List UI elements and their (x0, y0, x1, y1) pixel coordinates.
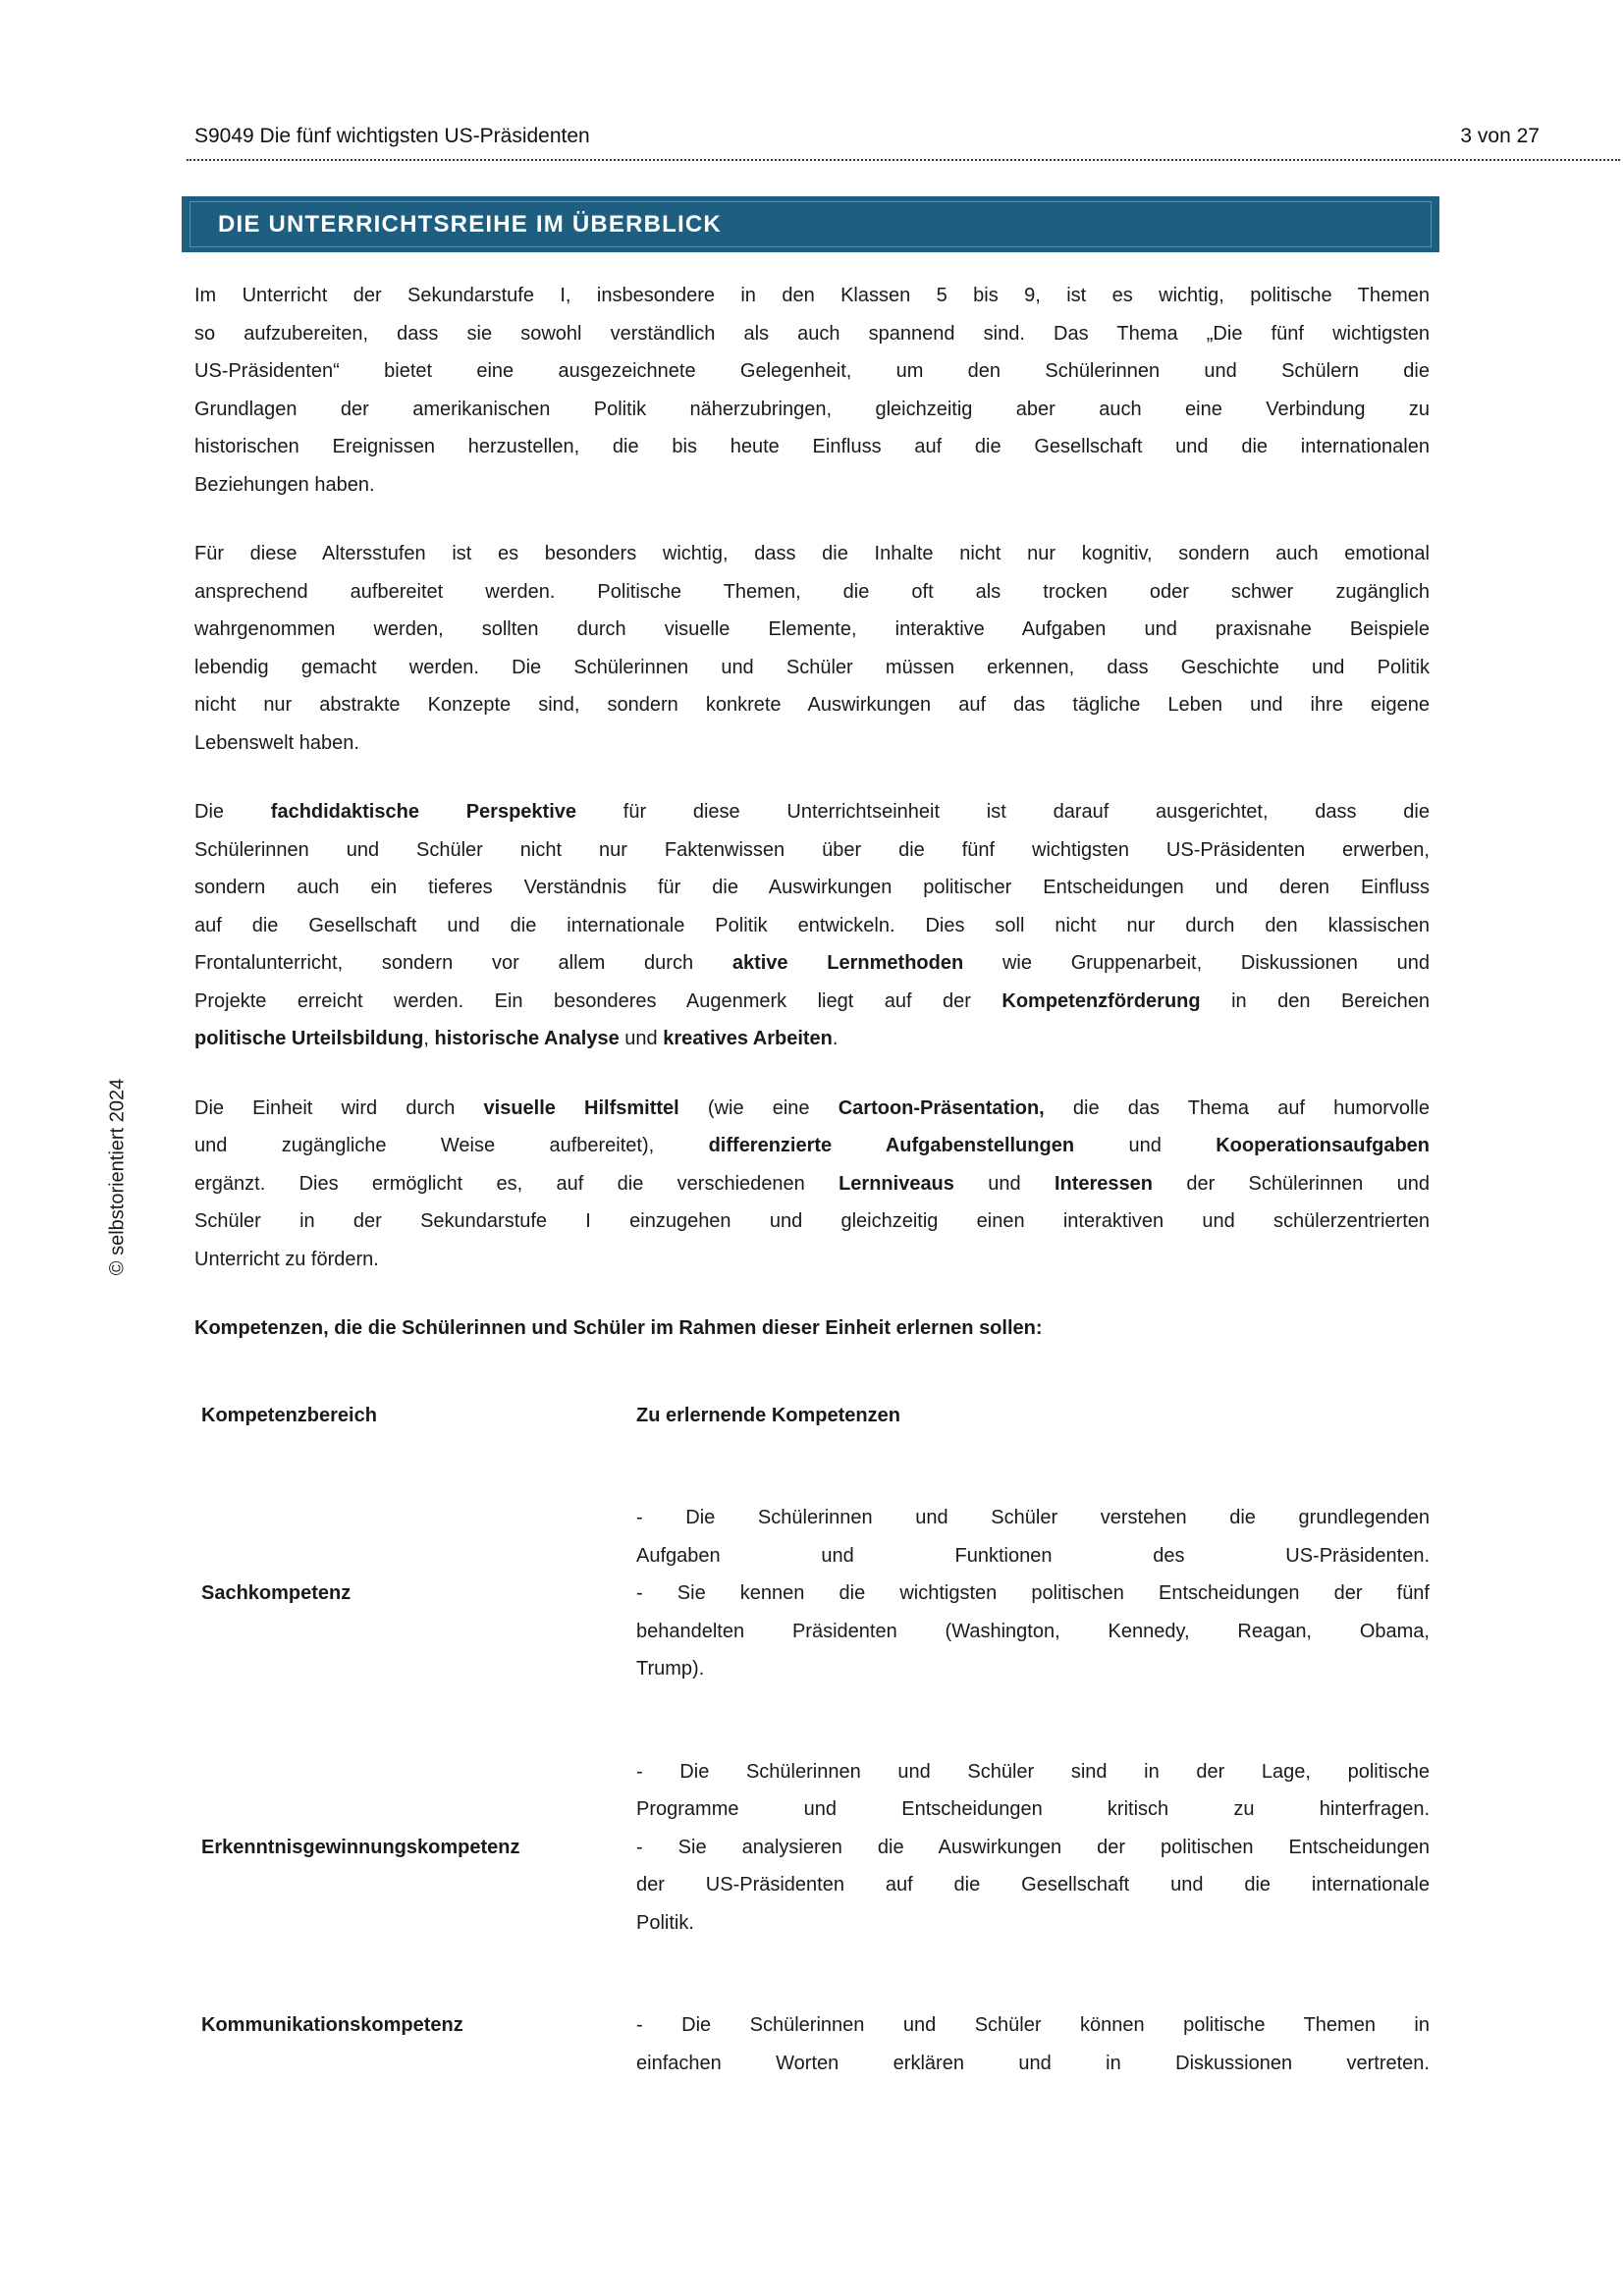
page-number: 3 von 27 (1460, 125, 1540, 147)
text-line: Unterricht zu fördern. (194, 1248, 379, 1270)
section-title: DIE UNTERRICHTSREIHE IM ÜBERBLICK (218, 210, 722, 238)
text-line: Trump). (636, 1658, 705, 1680)
column-header-competences: Zu erlernende Kompetenzen (636, 1404, 900, 1426)
text-line: historischen Ereignissen herzustellen, die bis heute Einfluss auf die Gesellschaft und die internationalen (194, 436, 1430, 457)
text-line: einfachen Worten erklären und in Diskussionen vertreten. (636, 2052, 1430, 2074)
text-line: der US-Präsidenten auf die Gesellschaft und die internationale (636, 1874, 1430, 1896)
competences-intro: Kompetenzen, die die Schülerinnen und Schüler im Rahmen dieser Einheit erlernen sollen: (194, 1317, 1043, 1339)
text-line: Die Einheit wird durch visuelle Hilfsmittel (wie eine Cartoon-Präsentation, die das Thema auf humorvolle (194, 1096, 1431, 1119)
text-line: ergänzt. Dies ermöglicht es, auf die verschiedenen Lernniveaus und Interessen der Schülerinnen und (194, 1172, 1431, 1195)
competence-description-cell (636, 1499, 1430, 1688)
text-line: - Die Schülerinnen und Schüler sind in der Lage, politische (636, 1760, 1430, 1783)
text-line: Aufgaben und Funktionen des US-Präsidenten. (636, 1544, 1430, 1567)
text-line: lebendig gemacht werden. Die Schülerinnen und Schüler müssen erkennen, dass Geschichte und Politik (194, 656, 1430, 678)
body-paragraphs (194, 277, 1430, 1278)
paragraph (194, 535, 1430, 762)
text-line: Frontalunterricht, sondern vor allem durch aktive Lernmethoden wie Gruppenarbeit, Diskussionen und (194, 952, 1430, 974)
text-line: so aufzubereiten, dass sie sowohl verständlich als auch spannend sind. Das Thema „Die fünf wichtigsten (194, 322, 1430, 345)
competence-table (194, 1397, 1430, 2083)
competence-area-label: Kommunikationskompetenz (201, 2014, 463, 2036)
text-line: - Die Schülerinnen und Schüler können politische Themen in (636, 2014, 1430, 2036)
text-line: Lebenswelt haben. (194, 731, 359, 754)
text-line: ansprechend aufbereitet werden. Politische Themen, die oft als trocken oder schwer zugänglich (194, 580, 1430, 603)
text-line: Schüler in der Sekundarstufe I einzugehen und gleichzeitig einen interaktiven und schülerzentrierten (194, 1210, 1430, 1232)
text-line: Projekte erreicht werden. Ein besonderes Augenmerk liegt auf der Kompetenzförderung in den Bereichen (194, 989, 1430, 1012)
text-line: und zugängliche Weise aufbereitet), differenzierte Aufgabenstellungen und Kooperationsaufgaben (194, 1135, 1430, 1156)
text-line: auf die Gesellschaft und die internationale Politik entwickeln. Dies soll nicht nur durch den klassischen (194, 914, 1430, 936)
running-header (194, 124, 1540, 149)
text-line: Für diese Altersstufen ist es besonders wichtig, dass die Inhalte nicht nur kognitiv, sondern auch emotional (194, 543, 1430, 564)
table-row (194, 1499, 1430, 1688)
text-line: US-Präsidenten“ bietet eine ausgezeichnete Gelegenheit, um den Schülerinnen und Schülern die (194, 360, 1430, 382)
competence-area-label: Sachkompetenz (201, 1582, 352, 1604)
content-column (194, 277, 1430, 2082)
table-header-row (194, 1397, 1430, 1435)
competence-description-cell (636, 2006, 1430, 2082)
text-line: Programme und Entscheidungen kritisch zu hinterfragen. (636, 1798, 1430, 1820)
text-line: wahrgenommen werden, sollten durch visuelle Elemente, interaktive Aufgaben und praxisnahe Beispiele (194, 618, 1430, 640)
paragraph (194, 1090, 1430, 1279)
table-body (194, 1499, 1430, 2082)
text-line: Politik. (636, 1911, 694, 1934)
competence-description-cell (636, 1753, 1430, 1943)
text-line: Grundlagen der amerikanischen Politik näherzubringen, gleichzeitig aber auch eine Verbindung zu (194, 398, 1430, 420)
paragraph (194, 277, 1430, 504)
text-line: Im Unterricht der Sekundarstufe I, insbesondere in den Klassen 5 bis 9, ist es wichtig, politische Themen (194, 285, 1430, 306)
table-row (194, 2006, 1430, 2082)
text-line: sondern auch ein tieferes Verständnis für die Auswirkungen politischer Entscheidungen und deren Einfluss (194, 877, 1430, 898)
copyright-sidebar: © selbstorientiert 2024 (106, 1078, 129, 1276)
table-row (194, 1753, 1430, 1943)
text-line: Die fachdidaktische Perspektive für diese Unterrichtseinheit ist darauf ausgerichtet, dass die (194, 801, 1430, 823)
document-title: S9049 Die fünf wichtigsten US-Präsidenten (194, 125, 590, 147)
text-line: behandelten Präsidenten (Washington, Kennedy, Reagan, Obama, (636, 1620, 1430, 1642)
text-line: nicht nur abstrakte Konzepte sind, sondern konkrete Auswirkungen auf das tägliche Leben und ihre eigene (194, 694, 1430, 716)
competence-area-label: Erkenntnisgewinnungskompetenz (201, 1836, 520, 1858)
paragraph (194, 793, 1430, 1058)
section-banner (182, 196, 1439, 252)
text-line: - Sie kennen die wichtigsten politischen Entscheidungen der fünf (636, 1582, 1430, 1604)
text-line: - Sie analysieren die Auswirkungen der politischen Entscheidungen (636, 1836, 1430, 1858)
column-header-area: Kompetenzbereich (201, 1404, 377, 1426)
header-dotted-rule (187, 159, 1620, 161)
text-line: - Die Schülerinnen und Schüler verstehen die grundlegenden (636, 1507, 1430, 1528)
text-line: politische Urteilsbildung, historische Analyse und kreatives Arbeiten. (194, 1028, 839, 1049)
text-line: Beziehungen haben. (194, 473, 375, 496)
text-line: Schülerinnen und Schüler nicht nur Faktenwissen über die fünf wichtigsten US-Präsidenten erwerben, (194, 838, 1430, 861)
